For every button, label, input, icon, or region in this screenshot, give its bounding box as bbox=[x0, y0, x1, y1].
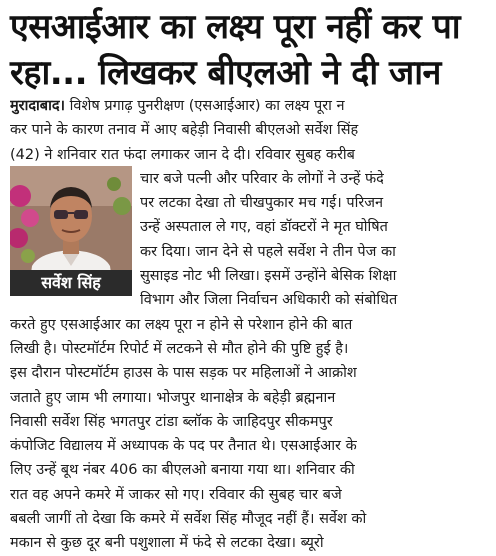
headline-line-1: एसआईआर का लक्ष्य पूरा नहीं कर पा bbox=[10, 7, 461, 47]
first-line-text: विशेष प्रगाढ़ पुनरीक्षण (एसआईआर) का लक्ष्य पूरा न bbox=[69, 98, 345, 114]
body-line: निवासी सर्वेश सिंह भगतपुर टांडा ब्लॉक के जाहिदपुर सीकमपुर bbox=[10, 413, 333, 430]
body-line: इस दौरान पोस्टमॉर्टम हाउस के पास सड़क पर महिलाओं ने आक्रोश bbox=[10, 365, 357, 382]
body-line: पर लटका देखा तो चीखपुकार मच गई। परिजन bbox=[140, 195, 384, 212]
body-line: कर दिया। जान देने से पहले सर्वेश ने तीन पेज का bbox=[140, 243, 396, 260]
headline-line-2: रहा... लिखकर बीएलओ ने दी जान bbox=[10, 53, 441, 93]
body-line: कंपोजिट विद्यालय में अध्यापक के पद पर तैनात थे। एसआईआर के bbox=[10, 438, 357, 455]
article-headline bbox=[10, 4, 490, 96]
body-line: सुसाइड नोट भी लिखा। इसमें उन्होंने बेसिक शिक्षा bbox=[140, 268, 397, 285]
body-line: रात वह अपने कमरे में जाकर सो गए। रविवार की सुबह चार बजे bbox=[10, 486, 342, 503]
body-line: लिए उन्हें बूथ नंबर 406 का बीएलओ बनाया गया था। शनिवार की bbox=[10, 462, 355, 479]
body-line: मकान से कुछ दूर बनी पशुशाला में फंदे से लटका देखा। ब्यूरो bbox=[10, 535, 324, 552]
dateline: मुरादाबाद। bbox=[10, 98, 66, 114]
body-line: चार बजे पत्नी और परिवार के लोगों ने उन्हें फंदे bbox=[140, 170, 384, 187]
body-line: उन्हें अस्पताल ले गए, वहां डॉक्टरों ने मृत घोषित bbox=[140, 219, 388, 236]
body-line: लिखी है। पोस्टमॉर्टम रिपोर्ट में लटकने से मौत होने की पुष्टि हुई है। bbox=[10, 340, 349, 357]
body-line: जताते हुए जाम भी लगाया। भोजपुर थानाक्षेत्र के बहेड़ी ब्रह्मनान bbox=[10, 389, 336, 406]
article-body bbox=[10, 94, 488, 556]
body-line: बबली जागीं तो देखा कि कमरे में सर्वेश सिंह मौजूद नहीं हैं। सर्वेश को bbox=[10, 511, 367, 528]
body-line: करते हुए एसआईआर का लक्ष्य पूरा न होने से परेशान होने की बात bbox=[10, 316, 353, 333]
photo-caption: सर्वेश सिंह bbox=[10, 270, 132, 296]
body-line: कर पाने के कारण तनाव में आए बहेड़ी निवासी बीएलओ सर्वेश सिंह bbox=[10, 122, 359, 139]
body-line: विभाग और जिला निर्वाचन अधिकारी को संबोधित bbox=[140, 292, 398, 309]
body-line-1 bbox=[10, 94, 488, 118]
body-line: (42) ने शनिवार रात फंदा लगाकर जान दे दी। रविवार सुबह करीब bbox=[10, 146, 355, 163]
portrait-photo bbox=[10, 166, 132, 296]
